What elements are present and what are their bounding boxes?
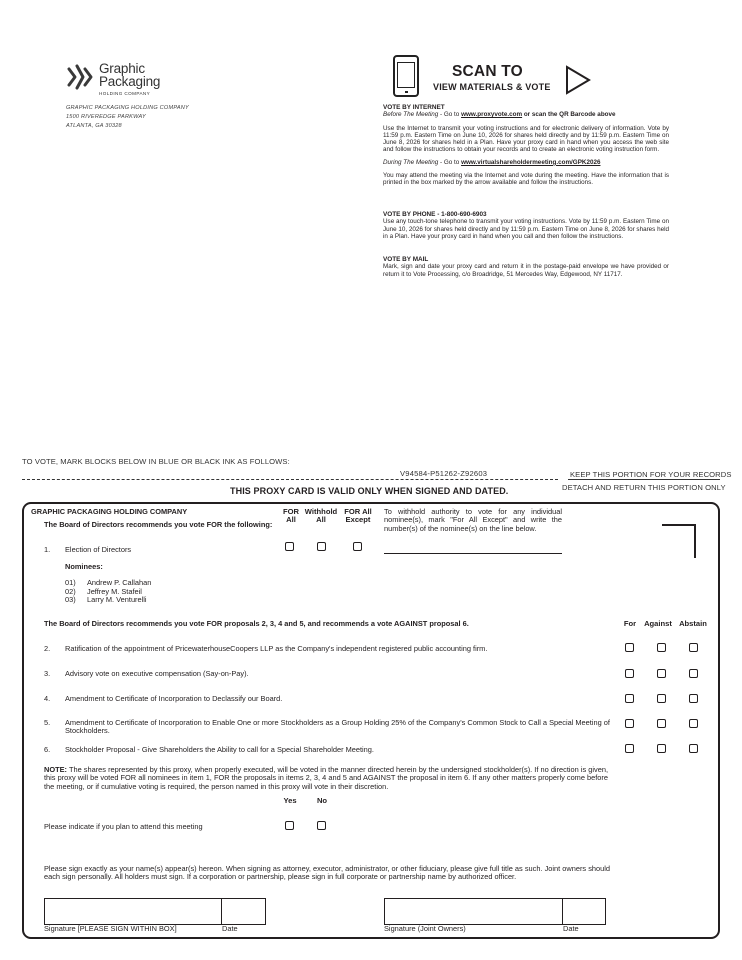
item-1-number: 1. [44,545,51,554]
proxy-note: NOTE: The shares represented by this proxy, when properly executed, will be voted in the manner directed herein by the undersigned stockholder(s). If no direction is given, this proxy will be voted FOR all nominees in item 1, FOR the proposals in items 2, 3, 4 and 5 and AGAINST the proposal in item 6. If any other matters properly come before the meeting, or if cumulative voting is required, the person named in this proxy will vote in their discretion. [44,765,608,791]
item-1-text: Election of Directors [65,545,132,554]
attend-meeting-text: Please indicate if you plan to attend this meeting [44,822,203,831]
withhold-instruction: To withhold authority to vote for any individual nominee(s), mark "For All Except" and write the number(s) of the nominee(s) on the line below. [384,507,562,533]
proposal-4-for-checkbox[interactable] [625,694,634,703]
joint-signature-label: Signature (Joint Owners) [384,924,466,933]
col-withhold-all: Withhold All [304,507,338,525]
nominee-list [65,579,151,605]
nominees-label: Nominees: [65,562,103,571]
smartphone-icon [393,55,419,97]
vote-internet-heading: VOTE BY INTERNET [383,104,445,111]
proposal-3-abstain-checkbox[interactable] [689,669,698,678]
nominee-write-in-line[interactable] [384,553,562,554]
proposal-5-number: 5. [44,718,51,727]
ink-instruction: TO VOTE, MARK BLOCKS BELOW IN BLUE OR BLACK INK AS FOLLOWS: [22,457,290,466]
logo-subtitle: HOLDING COMPANY [99,91,151,96]
scan-title: SCAN TO [452,63,523,80]
list-item: 03) Larry M. Venturelli [65,595,147,605]
signature-label: Signature [PLEASE SIGN WITHIN BOX] [44,924,177,933]
proposal-5-for-checkbox[interactable] [625,719,634,728]
proposal-3-for-checkbox[interactable] [625,669,634,678]
during-meeting-body: You may attend the meeting via the Internet and vote during the meeting. Have the information that is printed in the box marked by the arrow available and follow the instructions. [383,172,669,187]
keep-divider [568,479,720,480]
detach-portion-label: DETACH AND RETURN THIS PORTION ONLY [562,483,726,492]
before-meeting-line: Before The Meeting - Go to www.proxyvote.com or scan the QR Barcode above [383,111,616,119]
proxyvote-link[interactable]: www.proxyvote.com [461,111,523,119]
col-abstain: Abstain [679,619,707,628]
tear-line [22,479,558,480]
proposal-6-against-checkbox[interactable] [657,744,666,753]
date-box[interactable] [221,898,266,925]
vote-phone-heading: VOTE BY PHONE - 1-800-690-6903 [383,211,487,218]
proposal-4-number: 4. [44,694,51,703]
keep-portion-label: KEEP THIS PORTION FOR YOUR RECORDS [570,470,732,479]
control-number: V94584-P51262-Z92603 [400,469,488,478]
vote-phone-body: Use any touch-tone telephone to transmit your voting instructions. Vote by 11:59 p.m. Eastern Time on June 10, 2026 for shares held directly and by 11:59 p.m. Eastern Time on June 8, 2026 for shares held in a Plan. Have your proxy card in hand when you call and then follow the instructions. [383,218,669,240]
col-for-all: FOR All [282,507,300,525]
vote-internet-body: Use the Internet to transmit your voting instructions and for electronic delivery of information. Vote by 11:59 p.m. Eastern Time on June 10, 2026 for shares held directly and by 11:59 p.m. Eastern Time on June 8, 2026 for shares held in a Plan. Have your proxy card in hand when you access the web site and follow the instructions to obtain your records and to create an electronic voting instruction form. [383,124,669,154]
col-for: For [623,619,637,628]
proposal-5-against-checkbox[interactable] [657,719,666,728]
for-all-except-checkbox[interactable] [353,542,362,551]
board-recommendation-directors: The Board of Directors recommends you vote FOR the following: [44,520,273,529]
proposal-2-text: Ratification of the appointment of PricewaterhouseCoopers LLP as the Company's independent registered public accounting firm. [65,644,488,653]
proposal-6-abstain-checkbox[interactable] [689,744,698,753]
proposal-3-text: Advisory vote on executive compensation (Say-on-Pay). [65,669,249,678]
proposal-2-abstain-checkbox[interactable] [689,643,698,652]
vote-by-mail-section [383,256,669,278]
proposal-5-text: Amendment to Certificate of Incorporation to Enable One or more Stockholders as a Group Holding 25% of the Company's Common Stock to Call a Special Meeting of Stockholders. [65,718,610,736]
proposal-2-for-checkbox[interactable] [625,643,634,652]
play-arrow-icon [565,65,591,95]
joint-date-box[interactable] [562,898,606,925]
proposal-6-for-checkbox[interactable] [625,744,634,753]
company-address: GRAPHIC PACKAGING HOLDING COMPANY 1500 RIVEREDGE PARKWAY ATLANTA, GA 30328 [66,105,189,129]
virtual-meeting-link[interactable]: www.virtualshareholdermeeting.com/GPK2026 [461,158,601,166]
vote-mail-body: Mark, sign and date your proxy card and return it in the postage-paid envelope we have provided or return it to Vote Processing, c/o Broadridge, 51 Mercedes Way, Edgewood, NY 11717. [383,263,669,278]
list-item: 01) Andrew P. Callahan [65,578,152,587]
proposal-6-number: 6. [44,745,51,754]
proposal-2-against-checkbox[interactable] [657,643,666,652]
proposal-4-against-checkbox[interactable] [657,694,666,703]
proposal-5-abstain-checkbox[interactable] [689,719,698,728]
proposal-4-abstain-checkbox[interactable] [689,694,698,703]
proposal-4-text: Amendment to Certificate of Incorporation to Declassify our Board. [65,694,283,703]
joint-date-label: Date [563,924,579,933]
vote-by-internet-section [383,104,669,187]
attend-yes-checkbox[interactable] [285,821,294,830]
list-item: 02) Jeffrey M. Stafeil [65,586,142,596]
date-label: Date [222,924,238,933]
col-no: No [316,796,328,805]
during-meeting-line: During The Meeting - Go to www.virtualshareholdermeeting.com/GPK2026 [383,158,601,166]
attend-no-checkbox[interactable] [317,821,326,830]
col-for-all-except: FOR All Except [344,507,372,525]
vote-mail-heading: VOTE BY MAIL [383,256,429,263]
proposal-3-against-checkbox[interactable] [657,669,666,678]
withhold-all-checkbox[interactable] [317,542,326,551]
col-against: Against [644,619,672,628]
signature-box[interactable] [44,898,222,925]
joint-signature-box[interactable] [384,898,563,925]
board-recommendation-proposals: The Board of Directors recommends you vote FOR proposals 2, 3, 4 and 5, and recommends a vote AGAINST proposal 6. [44,619,469,628]
proposal-6-text: Stockholder Proposal - Give Shareholders the Ability to call for a Special Shareholder Meeting. [65,745,374,754]
logo-wordmark: Graphic Packaging [99,61,161,89]
card-company-name: GRAPHIC PACKAGING HOLDING COMPANY [31,507,188,516]
for-all-checkbox[interactable] [285,542,294,551]
proposal-3-number: 3. [44,669,51,678]
valid-notice: THIS PROXY CARD IS VALID ONLY WHEN SIGNED AND DATED. [230,486,509,496]
scan-subtitle: VIEW MATERIALS & VOTE [433,82,551,92]
corner-mark [662,524,696,558]
col-yes: Yes [283,796,297,805]
sign-instruction: Please sign exactly as your name(s) appear(s) hereon. When signing as attorney, executor, administrator, or other fiduciary, please give full title as such. Joint owners should each sign personally. All holders must sign. If a corporation or partnership, please sign in full corporate or partnership name by authorized officer. [44,864,610,882]
vote-by-phone-section [383,211,669,240]
proposal-2-number: 2. [44,644,51,653]
graphic-packaging-logo-icon [66,62,96,92]
